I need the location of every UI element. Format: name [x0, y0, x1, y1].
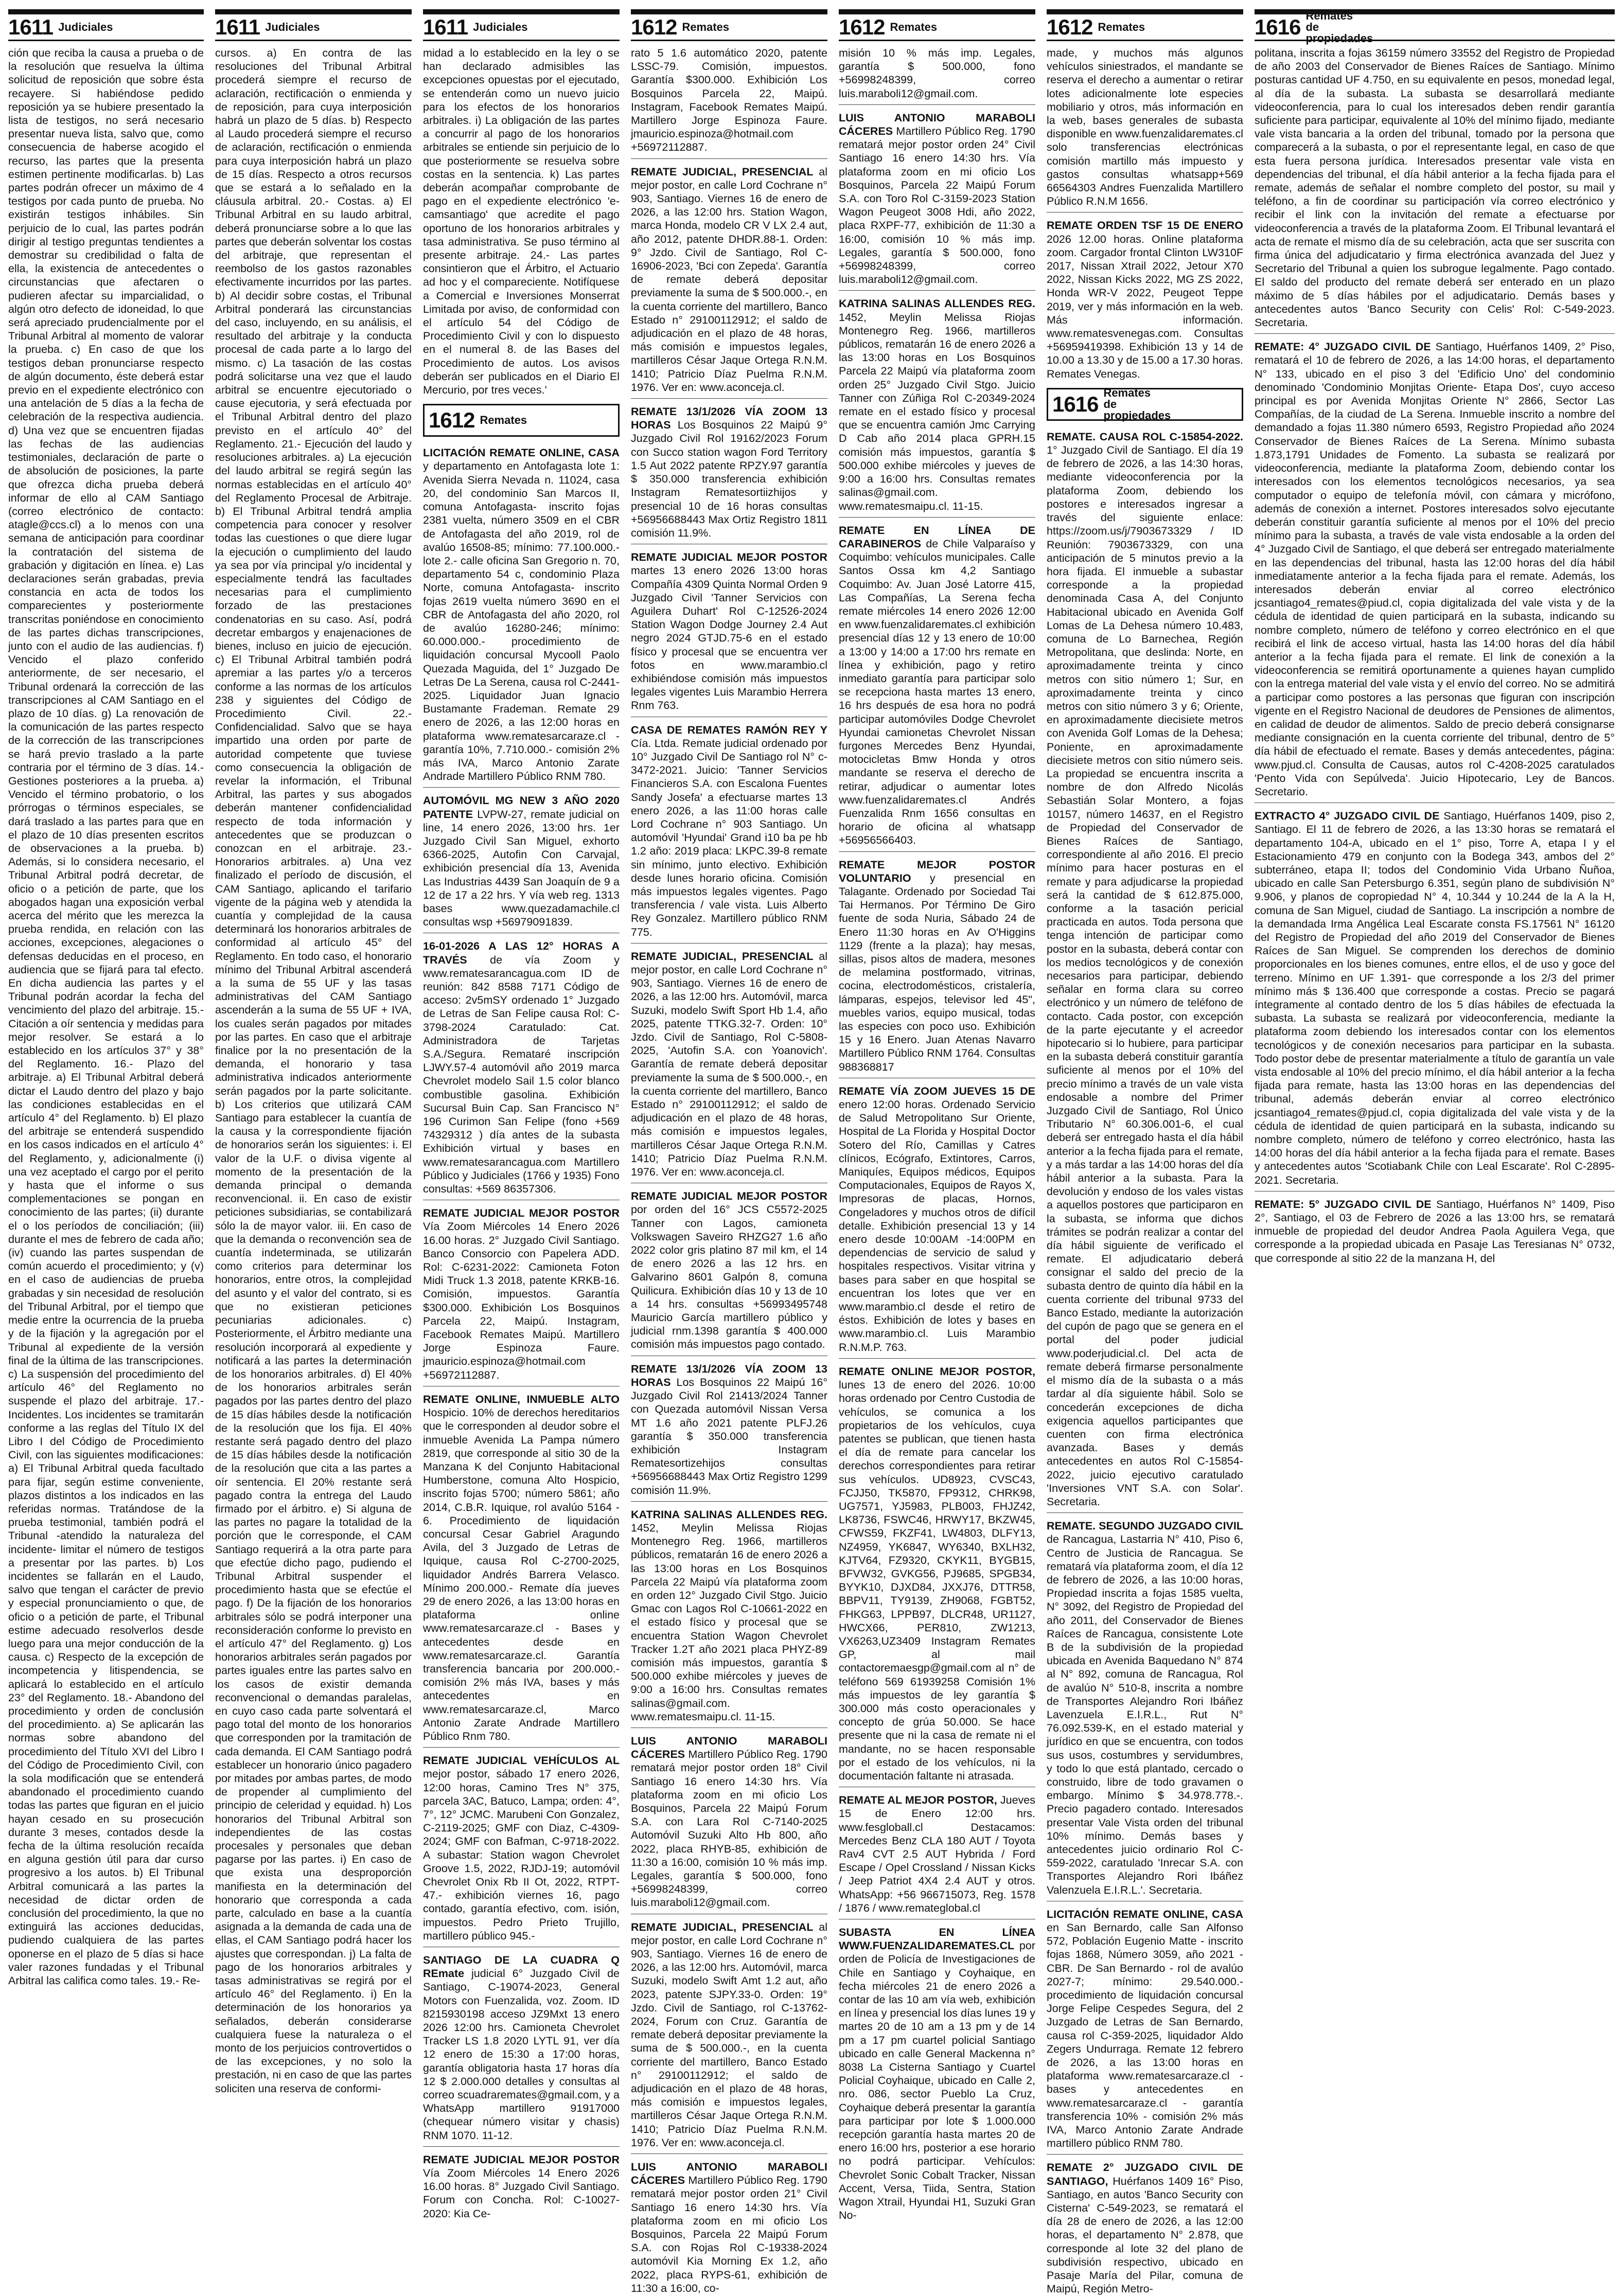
- ad-title: LUIS ANTONIO MARABOLI CÁCERES: [839, 111, 1035, 138]
- classified-ad: [631, 46, 827, 154]
- classified-ad: [1047, 1519, 1243, 1897]
- classified-ad: [423, 1953, 620, 2142]
- column-2: [215, 46, 412, 2095]
- ad-title: SUBASTA EN LÍNEA WWW.FUENZALIDAREMATES.CL: [839, 1926, 1035, 1952]
- ad-body: de vía Zoom y www.rematesarancagua.com ID de reunión: 842 8588 7171 Código de acceso: 2v5mSY ordenado 1° Juzgado de Letras de San Felipe causa Rol: C-3798-2024 Caratulado: Cat. Administradora de Tarjetas S.A./Segura. Remataré inscripción LJWY.57-4 automóvil año 2019 marca Chevrolet modelo Sail 1.5 color blanco combustible gasolina. Exhibición Sucursal Buin Cap. San Francisco N° 196 Curimon San Felipe (fono +569 74329312 ) día antes de la subasta Exhibición virtual y bases en www.rematesarancagua.com Martillero Público y Judiciales (1766 y 1935) Fono consultas: +569 86357306.: [423, 953, 620, 1196]
- ad-body: 2026 12.00 horas. Online plataforma zoom. Cargador frontal Clinton LW310F 2017, Nissan Xtrail 2022, Jetour X70 2022, Nissan Kicks 2022, MG ZS 2022, Honda WR-V 2022, Peugeot Teppe 2019, ver y más información en la web. Más información. www.rematesvenegas.com. Consultas +56959419398. Exhibición 13 y 14 de 10.00 a 13.30 y de 15.00 a 17.30 horas. Remates Venegas.: [1047, 233, 1243, 380]
- section-name: Remates: [890, 20, 938, 33]
- classified-ad: [631, 1508, 827, 1723]
- ad-divider: [839, 104, 1035, 105]
- column-header: [8, 9, 204, 41]
- ad-body: Los Bosquinos 22 Maipú 9° Juzgado Civil Rol 19162/2023 Forum con Succo station wagon Ford Territory 1.5 Aut 2022 patente RPZY.97 garantía $ 350.000 transferencia exhibición Instagram Rematesortiizhijos y presencial 10 de 16 horas consultas +56956688443 Max Ortiz Registro 1811 comisión 11.9%.: [631, 419, 827, 539]
- ad-title: REMATE 2° JUZGADO CIVIL DE SANTIAGO,: [1047, 2161, 1243, 2187]
- ad-title: REMATE: 5° JUZGADO CIVIL DE: [1255, 1198, 1432, 1211]
- ad-body: 1452, Meylin Melissa Riojas Montenegro Reg. 1966, martilleros públicos, rematarán 16 de enero 2026 a las 13:00 horas en Los Bosquinos Parcela 22 Maipú vía plataforma zoom en orden 12° Juzgado Civil Stgo. Juicio Gmac con Lagos Rol C-10661-2022 en el estado físico y procesal que se encuentra Station Wagon Chevrolet Tracker 1.2T año 2021 placa PHYZ-89 comisión más impuestos, garantía $ 500.000 exhibe miércoles y jueves de 9:00 a 16:00 hrs. Consultas remates salinas@gmail.com. www.rematesmaipu.cl. 11-15.: [631, 1521, 827, 1723]
- section-name: Remates: [682, 20, 730, 33]
- section-name: Remates: [480, 414, 527, 427]
- classified-ad: [1047, 2161, 1243, 2295]
- ad-body: Los Bosquinos 22 Maipú 16° Juzgado Civil Rol 21413/2024 Tanner con Quezada automóvil Nissan Versa MT 1.6 año 2021 patente PLFJ.26 garantía $ 350.000 transferencia exhibición Instagram Rematesortizehijos consultas +56956688443 Max Ortiz Registro 1299 comisión 11.9%.: [631, 1376, 827, 1497]
- ad-title: REMATE 13/1/2026 VÍA ZOOM 13 HORAS: [631, 405, 827, 432]
- ad-body: Santiago, Huérfanos 1409, 2° Piso, rematará el 10 de febrero de 2026, a las 14:00 horas, el departamento N° 133, ubicado en el piso 3 del 'Edificio Uno' del condominio denominado 'Condominio Monjitas Oriente- Etapa Dos', cuyo acceso principal es por Avenida Monjitas Oriente N° 2866, Sector Las Compañías, de la ciudad de La Serena. Inmueble inscrito a nombre del demandado a fojas 11.380 número 6593, Registro Propiedad año 2024 Conservador de Bienes Raíces de La Serena. Mínimo subasta 1.873,1791 Unidades de Fomento. La subasta se realizará por videoconferencia, mediante la plataforma Zoom, debiendo contar los interesados con los elementos tecnológicos necesarios, ya sea computador o equipo de telefonía móvil, con cámara y micrófono, además de conexión a internet. Postores interesados solvo ejecutante deberán constituir garantía suficiente al menos por el 10% del precio mínimo para la subasta, a través de vale vista endosable a la orden del 4° Juzgado Civil de Santiago, el que deberá ser entregado materialmente en las dependencias del tribunal, hasta las 12:00 horas del día hábil inmediatamente anterior a la fecha fijada para el remate. Además, los interesados deberán enviar al correo electrónico jcsantiago4_remates@piud.cl, copia digitalizada del vale vista y de la cédula de identidad de quien participará en la subasta, indicando su nombre completo, número de teléfono y correo electrónico en el que recibirá el link de acceso virtual, hasta las 14:00 horas del día hábil anterior a la fecha fijada para el remate. El link de conexión a la videoconferencia se remitirá oportunamente a quienes hayan cumplido con la entrega material del vale vista y el envío del correo. No se admitirá a participar como postores a las personas que figuran con inscripción vigente en el Registro Nacional de deudores de Pensiones de alimentos, en calidad de deudor de alimentos. Saldo de precio deberá consignarse mediante consignación en la cuenta corriente del tribunal, dentro de 5° día hábil de efectuado el remate. Bases y demás antecedentes, página: www.pjud.cl. Consulta de Causas, autos rol C-4208-2025 caratulados 'Pento Vida con Sepúlveda'. Juicio Hipotecario, Ley de Bancos. Secretario.: [1255, 341, 1615, 798]
- ad-body: de Rancagua, Lastarria N° 410, Piso 6, Centro de Justicia de Rancagua. Se rematará vía plataforma zoom, el día 12 de febrero de 2026, a las 10:00 horas, Propiedad inscrita a fojas 1585 vuelta, N° 3092, del Registro de Propiedad del año 2011, del Conservador de Bienes Raíces de Rancagua, consistente Lote B de la subdivisión de la propiedad ubicada en Avenida Baquedano N° 874 al N° 892, comuna de Rancagua, Rol de avalúo N° 510-8, inscrita a nombre de Transportes Alejandro Rori Ibáñez Lavenzuela E.I.R.L., Rut N° 76.092.539-K, en el estado material y jurídico en que se encuentra, con todos sus usos, costumbres y servidumbres, y todo lo que está plantado, cercado o construido, libre de todo gravamen o embargo. Mínimo $ 34.978.778.-. Precio pagadero contado. Interesados presentar Vale Vista orden del tribunal 10% mínimo. Demás bases y antecedentes juicio ordinario Rol C-559-2022, caratulado 'Inrecar S.A. con Transportes Alejandro Rori Ibáñez Valenzuela E.I.R.L.'. Secretaria.: [1047, 1533, 1243, 1896]
- ad-body: por orden del 16° JCS C5572-2025 Tanner con Lagos, camioneta Volkswagen Saveiro RHZG27 1.6 año 2022 color gris platino 87 mil km, el 14 de enero 2026 a las 12 hrs. en Galvarino 8601 Galpón 8, comuna Quilicura. Exhibición días 10 y 13 de 10 a 14 hrs. consultas +56993495748 Mauricio García martillero público y judicial rnm.1398 garantía $ 400.000 comisión más impuestos pago contado.: [631, 1203, 827, 1351]
- ad-body: al mejor postor, en calle Lord Cochrane n° 903, Santiago. Viernes 16 de enero de 2026, a las 12:00 hrs. Automóvil, marca Suzuki, modelo Swift Amt 1.2 aut, año 2023, patente SJPY.33-0. Orden: 19° Jzdo. Civil de Santiago, rol C-13762-2024, Forum con Cruz. Garantía de remate deberá depositar previamente la suma de $ 500.000.-, en la cuenta corriente del martillero, Banco Estado n° 29100112912; el saldo de adjudicación en el plazo de 48 horas, más comisión e impuestos legales, martilleros César Jaque Ortega R.N.M. 1410; Patricio Díaz Puelma R.N.M. 1976. Ver en: www.aconceja.cl.: [631, 1920, 827, 2149]
- column-header: [1047, 9, 1243, 41]
- ad-list: [1047, 46, 1243, 381]
- section-name: Judiciales: [473, 20, 528, 33]
- column-header: [839, 9, 1035, 41]
- ad-title: LUIS ANTONIO MARABOLI CÁCERES: [631, 1734, 827, 1761]
- ad-title: LICITACIÓN REMATE ONLINE, CASA: [423, 447, 620, 459]
- section-name: Remates: [1098, 20, 1145, 33]
- ad-title: REMATE ONLINE, INMUEBLE ALTO: [423, 1393, 620, 1405]
- section-number: 1611: [8, 14, 54, 39]
- ad-divider: [631, 158, 827, 159]
- section-name: Remates de propiedades: [1103, 386, 1171, 422]
- ad-title: KATRINA SALINAS ALLENDES REG.: [839, 297, 1035, 310]
- ad-title: REMATE JUDICIAL VEHÍCULOS AL: [423, 1754, 620, 1767]
- ad-title: REMATE EN LÍNEA DE CARABINEROS: [839, 524, 1035, 550]
- ad-title: REMATE 13/1/2026 VÍA ZOOM 13 HORAS: [631, 1362, 827, 1389]
- ad-divider: [1255, 333, 1615, 334]
- ad-body: al mejor postor, en calle Lord Cochrane n° 903, Santiago. Viernes 16 de enero de 2026, a las 12:00 hrs. Automóvil, marca Suzuki, modelo Swift Sport Hb 1.4, año 2025, patente TTKG.32-7. Orden: 10° Jzdo. Civil de Santiago, Rol C-5808-2025, 'Autofin S.A. con Yoanovich'. Garantía de remate deberá depositar previamente la suma de $ 500.000.-, en la cuenta corriente del martillero, Banco Estado n° 29100112912; el saldo de adjudicación en el plazo de 48 horas, más comisión e impuestos legales, martilleros César Jaque Ortega R.N.M. 1410; Patricio Díaz Puelma R.N.M. 1976. Ver en: www.aconceja.cl.: [631, 950, 827, 1179]
- classified-ad: [839, 1084, 1035, 1354]
- ad-body: politana, inscrita a fojas 36159 número 33552 del Registro de Propiedad de año 2003 del Conservador de Bienes Raíces de Santiago. Mínimo posturas cantidad UF 4.750, en su equivalente en pesos, monedad legal, al día de la subasta. La subasta se desarrollará mediante videoconferencia, para lo cual los interesados deben rendir garantía suficiente para participar, equivalente al 10% del mínimo fijado, mediante vale vista bancaria a la orden del tribunal, tomado por la persona que comparecerá a la subasta, o por el representante legal, en caso de que esta fuera persona jurídica. Interesados presentar vale vista en dependencias del tribunal, el día hábil anterior a la fecha fijada para el remate, además de señalar el nombre completo del postor, su mail y teléfono, a fin de coordinar su participación vía correo electrónico y recibir el link con la invitación del remate a efectuarse por videoconferencia a través de la plataforma Zoom. El Tribunal levantará el acta de remate el mismo día de su celebración, acta que ser suscrita con firma única del adjudicatario y firma electrónica avanzada del Juez y Secretario del Tribunal a quien los subrogue legalmente. Pago contado. El saldo del producto del remate deberá ser enterado en un plazo máximo de 5 días hábiles por el adjudicatario. Demás bases y antecedentes autos 'Banco Security con Celis' Rol: C-549-2023. Secretaria.: [1255, 47, 1615, 329]
- ad-list: [1255, 46, 1615, 1265]
- ad-body: Cía. Ltda. Remate judicial ordenado por 10° Juzgado Civil De Santiago rol N° c-3472-2021. Juicio: 'Tanner Servicios Financieros S.A. con Escalona Fuentes Sandy Josefa' a efectuarse martes 13 enero 2026, a las 11:00 horas calle Lord Cochrane n° 903 Santiago. Un automóvil 'Hyundai' Grand i10 ba pe hb 1.2 año: 2019 placa: LKPC.39-8 remate sin mínimo, junto electivo. Exhibición desde lunes horario oficina. Comisión más impuestos legales vigentes. Pago transferencia / vale vista. Luis Alberto Rey Gonzalez. Martillero público RNM 775.: [631, 737, 827, 938]
- ad-body: por orden de Policía de Investigaciones de Chile en Santiago y Coyhaique, en fecha miércoles 21 de enero 2026 a contar de las 10 am vía web, exhibición en línea y presencial los días lunes 19 y martes 20 de 10 am a 13 pm y de 14 pm a 17 pm cuartel policial Santiago ubicado en calle General Mackenna n° 8038 La Cisterna Santiago y Cuartel Policial Coyhaique, ubicado en Calle 2, nro. 086, sector Pueblo La Cruz, Coyhaique deberá presentar la garantía para participar por lote $ 1.000.000 recepción garantía hasta martes 20 de enero 16:00 hrs, posterior a ese horario no podrá participar. Vehículos: Chevrolet Sonic Cobalt Tracker, Nissan Accent, Versa, Tiida, Sentra, Station Wagon Xtrail, Hyundai H1, Suzuki Gran No-: [839, 1939, 1035, 2222]
- ad-title: REMATE. CAUSA ROL C-15854-2022.: [1047, 430, 1243, 443]
- legal-text: cursos. a) En contra de las resoluciones del Tribunal Arbitral procederá siempre el recurso de aclaración, rectificación o enmienda y de reposición, para cuya interposición habrá un plazo de 5 días. b) Respecto al Laudo procederá siempre el recurso de aclaración, rectificación o enmienda para cuya interposición habrá un plazo de 15 días. Respecto a otros recursos que se estará a lo señalado en la cláusula arbitral. 20.- Costas. a) El Tribunal Arbitral en su laudo arbitral, deberá pronunciarse sobre a lo que las partes que deberán solventar los costas del arbitraje, que representan el reembolso de los gastos razonables efectivamente incurridos por las partes. b) Al decidir sobre costas, el Tribunal Arbitral ponderará las circunstancias del caso, incluyendo, en su análisis, el resultado del arbitraje y la conducta procesal de cada parte a lo largo del mismo. c) La tasación de las costas podrá solicitarse una vez que el laudo arbitral se encuentre ejecutoriado o cause ejecutoria, y será efectuada por el Tribunal Arbitral dentro del plazo previsto en el artículo 40° del Reglamento. 21.- Ejecución del laudo y resoluciones arbitrales. a) La ejecución del laudo arbitral se regirá según las normas establecidas en el artículo 40° del Reglamento Procesal de Arbitraje. b) El Tribunal Arbitral tendrá amplia competencia para conocer y resolver todas las cuestiones o que diere lugar la ejecución o cumplimiento del laudo ya sea por vía principal y/o incidental y especialmente tendrá las facultades necesarias para el cumplimiento forzado de las prestaciones condenatorias en su caso. Así, podrá decretar embargos y enajenaciones de bienes, incluso en juicio de ejecución. c) El Tribunal Arbitral también podrá apremiar a las partes y/o a terceros conforme a las normas de los artículos 238 y siguientes del Código de Procedimiento Civil. 22.- Confidencialidad. Salvo que se haya impartido una orden por parte de autoridad competente que tuviese como consecuencia la obligación de revelar la información, el Tribunal Arbitral, las partes y sus abogados deberán mantener confidencialidad respecto de toda información y antecedentes que se produzcan o conozcan en el arbitraje. 23.- Honorarios arbitrales. a) Una vez finalizado el período de discusión, el CAM Santiago, aplicando el tarifario vigente de la página web y atendida la cuantía y complejidad de la causa determinará los honorarios arbitrales de conformidad al artículo 45° del Reglamento. En todo caso, el honorario mínimo del Tribunal Arbitral ascenderá a la suma de 55 UF y las tasas administrativas del CAM Santiago ascenderán a la suma de 55 UF + IVA, los cuales serán pagados por mitades por las partes. En caso que el arbitraje finalice por la no presentación de la demanda, el honorario y tasa administrativa indicados anteriormente serán pagados por la parte solicitante. b) Los criterios que utilizará CAM Santiago para establecer la cuantía de la causa y la correspondiente fijación de honorarios serán los siguientes: i. El valor de la U.F. o divisa vigente al momento de la presentación de la demanda principal o demanda reconvencional. ii. En caso de existir peticiones subsidiarias, se contabilizará sólo la de mayor valor. iii. En caso de que la demanda o reconvención sea de cuantía indeterminada, se utilizarán como criterios para determinar los honorarios, entre otros, la complejidad del asunto y el valor del contrato, si es que no existieran peticiones pecuniarias adicionales. c) Posteriormente, el Árbitro mediante una resolución incorporará al expediente y notificará a las partes la determinación de los honorarios arbitrales. d) El 40% de los honorarios arbitrales serán pagados por las partes dentro del plazo de 15 días hábiles desde la notificación de la resolución que los fija. El 40% restante será pagado dentro del plazo de 15 días hábiles desde la notificación de la resolución que cita a las partes a oír sentencia. El 20% restante será pagado contra la entrega del Laudo firmado por el árbitro. e) Si alguna de las partes no pagare la totalidad de la porción que le corresponde, el CAM Santiago requerirá a la otra parte para que efectúe dicho pago, pudiendo el Tribunal Arbitral suspender el procedimiento hasta que se efectúe el pago. f) De la fijación de los honorarios arbitrales sólo se podrá interponer una reconsideración conforme lo previsto en el artículo 47° del Reglamento. g) Los honorarios arbitrales serán pagados por partes iguales entre las partes salvo en los casos de existir demanda reconvencional o demandas paralelas, en cuyo caso cada parte solventará el pago total del monto de los honorarios que corresponden por la tramitación de cada demanda. El CAM Santiago podrá establecer un honorario único pagadero por mitades por ambas partes, de modo de propender al cumplimiento del principio de celeridad y equidad. h) Los honorarios del Tribunal Arbitral son independientes de las costas procesales y personales que deban pagarse por las partes. i) En caso de que exista una desproporción manifiesta en la determinación del honorario que corresponda a cada parte, calculado en base a la cuantía asignada a la demanda de cada una de ellas, el CAM Santiago podrá hacer los ajustes que correspondan. j) La falta de pago de los honorarios arbitrales y tasas administrativas se regirá por el artículo 46° del Reglamento. i) En la determinación de los honorarios ya señalados, deberán considerarse cualquiera fuese la naturaleza o el monto de los perjuicios controvertidos o de las excepciones, y no solo la prestación, ni en caso de que las partes soliciten una reserva de conformi-: [215, 47, 412, 2095]
- ad-body: judicial 6° Juzgado Civil de Santiago, C-19074-2023, General Motors con Fuenzalida, voz. Zoom. ID 8215930198 acceso JZ9Mxt 13 enero 2026 12:00 hrs. Camioneta Chevrolet Tracker LS 1.8 2020 LYTL 91, ver día 12 enero de 15:30 a 17:00 horas, garantía obligatoria hasta 17 horas día 12 $ 2.000.000 detalles y consultas al correo scuadraremates@gmail.com, y a WhatsApp martillero 91917000 (chequear número visitar y chasis) RNM 1070. 11-12.: [423, 1967, 620, 2142]
- classified-ad: [1255, 809, 1615, 1187]
- section-number: 1616: [1255, 14, 1301, 39]
- columns: [0, 46, 1624, 2295]
- classified-ad: [631, 1362, 827, 1497]
- classified-ad: [423, 1754, 620, 1943]
- classified-ad: [839, 524, 1035, 847]
- section-number: 1616: [1052, 391, 1099, 416]
- classified-ad: [631, 405, 827, 540]
- section-box: [423, 404, 620, 437]
- ad-divider: [423, 2146, 620, 2147]
- column-5: [839, 46, 1036, 2222]
- classified-ad: [1047, 219, 1243, 380]
- ad-body: al mejor postor, en calle Lord Cochrane n° 903, Santiago. Viernes 16 de enero de 2026, a las 12:00 hrs. Station Wagon, marca Honda, modelo CR V LX 2.4 aut, año 2012, patente DHDR.88-1. Orden: 9° Jzdo. Civil de Santiago, Rol C-16906-2023, 'Bci con Zepeda'. Garantía de remate deberá depositar previamente la suma de $ 500.000.-, en la cuenta corriente del martillero, Banco Estado n° 29100112912; el saldo de adjudicación en el plazo de 48 horas, más comisión e impuestos legales, martilleros César Jaque Ortega R.N.M. 1410; Patricio Díaz Puelma R.N.M. 1976. Ver en: www.aconceja.cl.: [631, 165, 827, 394]
- column-7: [1255, 46, 1615, 1775]
- column-1: [8, 46, 204, 1987]
- classified-ad: [839, 1365, 1035, 1783]
- classified-ad: [631, 1920, 827, 2149]
- column-4: [631, 46, 827, 2294]
- ad-body: martes 13 enero 2026 13:00 horas Compañía 4309 Quinta Normal Orden 9 Juzgado Civil 'Tanner Servicios con Aguilera Duhart' Rol C-12526-2024 Station Wagon Dodge Journey 2.4 Aut negro 2024 GTJD.75-6 en el estado físico y procesal que se encuentra ver fotos en www.marambio.cl exhibiéndose comisión más impuestos legales vigentes Luis Marambio Herrera Rnm 763.: [631, 564, 827, 712]
- classified-ad: [839, 858, 1035, 1074]
- classified-ad: [423, 446, 620, 783]
- ad-body: Huérfanos 1409 16° Piso, Santiago, en autos 'Banco Security con Cisterna' C-549-2023, se rematará el día 28 de enero de 2026, a las 12:00 horas, el departamento N° 2.878, que corresponde al lote 32 del plano de subdivisión respectivo, ubicado en Pasaje María del Pilar, comuna de Maipú, Región Metro-: [1047, 2175, 1243, 2295]
- page-header: [0, 0, 1624, 43]
- ad-title: REMATE. SEGUNDO JUZGADO CIVIL: [1047, 1520, 1243, 1533]
- ad-body: Hospicio. 10% de derechos hereditarios que le corresponden al deudor sobre el inmueble Avenida La Pampa número 2819, que corresponde al sitio 30 de la Manzana K del Conjunto Habitacional Humberstone, comuna Alto Hospicio, inscrito fojas 5700; número 5861; año 2014, C.B.R. Iquique, rol avalúo 5164 - 6. Procedimiento de liquidación concursal Cesar Gabriel Aragundo Avila, del 3 Juzgado de Letras de Iquique, causa Rol C-2700-2025, liquidador Andrés Barrera Velasco. Mínimo 200.000.- Remate día jueves 29 de enero 2026, a las 13:00 horas en plataforma online www.rematesarcaraze.cl - Bases y antecedentes desde en www.rematesarcaraze.cl. Garantía transferencia bancaria por 200.000.- comisión 2% más IVA, bases y más antecedentes en www.rematesarcaraze.cl, Marco Antonio Zarate Andrade Martillero Público Rnm 780.: [423, 1407, 620, 1742]
- classified-ad: [1255, 1198, 1615, 1265]
- ad-body: y presencial en Talagante. Ordenado por Sociedad Tai Tai Hermanos. Por Término De Giro fuente de soda Nuria, Sábado 24 de Enero 11:30 horas en Av O'Higgins 1129 (frente a la plaza); hay mesas, sillas, pisos altos de madera, mesones de melamina postformado, vitrinas, cocina, electrodomésticos, cristalería, lámparas, espejos, televisor led 45", muebles varios, equipo musical, todas las especies con poco uso. Exhibición 15 y 16 Enero. Juan Atenas Navarro Martillero Público RNM 1764. Consultas 988368817: [839, 871, 1035, 1073]
- ad-title: REMATE JUDICIAL, PRESENCIAL: [631, 950, 814, 963]
- ad-divider: [1047, 1512, 1243, 1513]
- section-number: 1612: [631, 14, 677, 39]
- ad-body: misión 10 % más imp. Legales, garantía $ 500.000, fono +56998248399, correo luis.maraboli12@gmail.com.: [839, 47, 1035, 100]
- ad-title: REMATE JUDICIAL MEJOR POSTOR: [631, 1190, 827, 1203]
- ad-divider: [631, 2153, 827, 2154]
- classified-ad: [631, 1189, 827, 1351]
- ad-divider: [839, 851, 1035, 852]
- section-number: 1611: [423, 14, 468, 39]
- ad-title: REMATE JUDICIAL, PRESENCIAL: [631, 1920, 814, 1933]
- classified-ad: [423, 1206, 620, 1382]
- ad-body: LVPW-27, remate judicial on line, 14 enero 2026, 13:00 hrs. 1er Juzgado Civil San Miguel, exhorto 6366-2025, Autofin Con Carvajal, exhibición presencial día 13, Avenida Las Industrias 4439 San Joaquín de 9 a 12 de 17 a 22 hrs. Y vía web reg. 1313 bases www.quezadamachile.cl consultas wsp +56979091839.: [423, 808, 620, 929]
- ad-title: REMATE VÍA ZOOM JUEVES 15 DE: [839, 1084, 1035, 1097]
- ad-title: REMATE JUDICIAL, PRESENCIAL: [631, 165, 814, 178]
- classified-ad: [1255, 46, 1615, 329]
- classified-ad: [423, 794, 620, 929]
- classified-ad: [631, 950, 827, 1179]
- classified-ad: [423, 1393, 620, 1743]
- ad-list: [1047, 430, 1243, 2296]
- ad-divider: [839, 517, 1035, 518]
- section-name: Judiciales: [58, 20, 113, 33]
- ad-list: [839, 46, 1035, 2222]
- column-header: [423, 9, 620, 41]
- ad-body: Vía Zoom Miércoles 14 Enero 2026 16.00 horas. 2° Juzgado Civil Santiago. Banco Consorcio con Papelera ADD. Rol: C-6231-2022: Camioneta Foton Midi Truck 1.3 2018, patente KRKB-16. Comisión, impuestos. Garantía $300.000. Exhibición Los Bosquinos Parcela 22, Maipú. Instagram, Facebook Remates Maipú. Martillero Jorge Espinoza Faure. jmauricio.espinoza@hotmail.com +56972112887.: [423, 1220, 620, 1381]
- column-header: [215, 9, 412, 41]
- ad-body: Martillero Público Reg. 1790 rematará mejor postor orden 18° Civil Santiago 16 enero 14:30 hrs. Vía plataforma zoom en mi oficio Los Bosquinos, Parcela 22 Maipú Forum S.A. con Lara Rol C-7140-2025 Automóvil Suzuki Alto Hb 800, año 2022, placa RHYB-85, exhibición de 11:30 a 16:00, comisión 10 % más imp. Legales, garantía $ 500.000, fono +56998248399, correo luis.maraboli12@gmail.com.: [631, 1748, 827, 1909]
- ad-body: Santiago, Huérfanos N° 1409, Piso 2°, Santiago, el 03 de Febrero de 2026 a las 13:00 hrs, se rematará inmueble de propiedad del deudor Andrea Paola Aguilera Vega, que corresponde a la propiedad ubicada en Pasaje Las Teresianas N° 0732, que corresponde al sitio 22 de la manzana H, del: [1255, 1198, 1615, 1265]
- classified-ad: [839, 1793, 1035, 1915]
- classified-ad: [1047, 46, 1243, 208]
- ad-body: de Chile Valparaíso y Coquimbo: vehículos municipales. Calle Santos Ossa km 4,2 Santiago Coquimbo: Av. Juan José Latorre 415, Las Compañías, La Serena fecha remate miércoles 14 enero 2026 12:00 en www.fuenzalidaremates.cl exhibición presencial días 12 y 13 enero de 10:00 a 13:00 y 14:00 a 17:00 hrs remate en línea y exhibición, pago y retiro inmediato garantía para participar solo se recepciona hasta martes 13 enero, 16 hrs después de esa hora no podrá participar automóviles Dodge Chevrolet Hyundai camionetas Chevrolet Nissan furgones Mercedes Benz Hyundai, motocicletas Bmw Honda y otros mandante se reserva el derecho de retirar, adjudicar o aumentar lotes www.fuenzalidaremates.cl Andrés Fuenzalida Rnm 1656 consultas en horario de oficina al whatsapp +56956566403.: [839, 537, 1035, 847]
- ad-title: REMATE: 4° JUZGADO CIVIL DE: [1255, 341, 1431, 353]
- classified-ad: [839, 46, 1035, 100]
- legal-text: midad a lo establecido en la ley o se han declarado admisibles las excepciones opuestas por el ejecutado, se entenderán como un nuevo juicio para los efectos de los honorarios arbitrales. i) La obligación de las partes a concurrir al pago de los honorarios arbitrales se entiende sin perjuicio de lo que posteriormente se resuelva sobre costas en la sentencia. k) Las partes deberán acompañar comprobante de pago en el expediente electrónico 'e-camsantiago' que acredite el pago oportuno de los honorarios arbitrales y tasa administrativa. Se puso término al presente arbitraje. 24.- Las partes consintieron que el Árbitro, el Actuario ad hoc y el compareciente. Notifíquese a Comercial e Inversiones Monserrat Limitada por aviso, de conformidad con el artículo 54 del Código de Procedimiento Civil y con lo dispuesto en el numeral 8. de las Bases del Procedimiento de autos. Los avisos deberán ser publicados en el Diario El Mercurio, por tres veces.': [423, 47, 620, 397]
- ad-title: LICITACIÓN REMATE ONLINE, CASA: [1047, 1908, 1243, 1920]
- classified-ad: [839, 1926, 1035, 2222]
- classified-ad: [423, 939, 620, 1196]
- ad-title: EXTRACTO 4° JUZGADO CIVIL DE: [1255, 810, 1440, 823]
- ad-body: en San Bernardo, calle San Alfonso 572, Población Eugenio Matte - inscrito fojas 1868, Número 3059, año 2021 - CBR. De San Bernardo - rol de avalúo 2027-7; mínimo: 29.540.000.- procedimiento de liquidación concursal Jorge Felipe Cespedes Segura, del 2 Juzgado de Letras de San Bernardo, causa rol C-359-2025, liquidador Aldo Zegers Undurraga. Remate 12 febrero de 2026, a las 13:00 horas en plataforma www.rematesarcaraze.cl - bases y antecedentes en www.rematesarcaraze.cl - garantía transferencia 10% - comisión 2% más IVA, Marco Antonio Zarate Andrade martillero público RNM 780.: [1047, 1921, 1243, 2150]
- section-box: [1047, 388, 1243, 421]
- ad-body: Vía Zoom Miércoles 14 Enero 2026 16.00 horas. 8° Juzgado Civil Santiago. Forum con Concha. Rol: C-10027-2020: Kia Ce-: [423, 2167, 620, 2220]
- ad-divider: [839, 290, 1035, 291]
- ad-divider: [423, 787, 620, 788]
- ad-list: [423, 446, 620, 2220]
- ad-title: REMATE MEJOR POSTOR VOLUNTARIO: [839, 858, 1035, 884]
- ad-body: mejor postor, sábado 17 enero 2026, 12:00 horas, Camino Tres N° 375, parcela 3AC, Batuco, Lampa; orden: 4°, 7°, 12° JCMC. Marubeni Con Gonzalez, C-2119-2025; GMF con Diaz, C-4309-2024; GMF con Bafman, C-9718-2022. A subastar: Station wagon Chevrolet Groove 1.5, 2022, RJDJ-19; automóvil Chevrolet Onix Rb II Ot, 2022, RTPT-47.- exhibición viernes 16, pago contado, garantía efectivo, com. isión, impuestos. Pedro Prieto Trujillo, martillero público 945.-: [423, 1768, 620, 1942]
- ad-divider: [631, 1501, 827, 1502]
- ad-title: AUTOMÓVIL MG NEW 3 AÑO 2020 PATENTE: [423, 794, 620, 821]
- section-number: 1611: [215, 14, 260, 39]
- ad-body: Martillero Público Reg. 1790 rematará mejor postor orden 24° Civil Santiago 16 enero 14:30 hrs. Vía plataforma zoom en mi oficio Los Bosquinos, Parcela 22 Maipú Forum S.A. con Toro Rol C-3159-2023 Station Wagon Peugeot 3008 Hdi, año 2022, placa RXPF-77, exhibición de 11:30 a 16:00, comisión 10 % más imp. Legales, garantía $ 500.000, fono +56998248399, correo luis.maraboli12@gmail.com.: [839, 125, 1035, 286]
- classified-ad: [631, 723, 827, 939]
- classified-ad: [839, 297, 1035, 512]
- ad-title: SANTIAGO DE LA CUADRA Q REmate: [423, 1954, 620, 1980]
- ad-body: lunes 13 de enero del 2026. 10:00 horas ordenado por Centro Custodia de vehículos, se comunica a los propietarios de los vehículos, cuya patentes se publican, que tienen hasta el día de remate para cancelar los derechos correspondientes para retirar sus vehículos. UD8923, CVSC43, FCJJ50, TK5870, FP9312, CHRK98, UG7571, YJ5983, PLB003, FHJZ42, LK8736, FSWC46, HRWY17, BKZW45, CFWS59, FKZF41, LW4803, DLFY13, NZ4959, YK6847, WY6340, BXLH32, KJTV64, FZ9320, CKYK11, BYGB15, BFVW32, GVKG56, PJ9685, SPGB34, BYYK10, DJXD84, JXXJ76, DTTR58, BBPV11, TY9139, ZH9068, FGBT52, FHKG63, LPPB97, DLCR48, UR1127, HWCX66, PER810, ZW1213, VX6263,UZ3409 Instagram Remates GP, al mail contactoremaesgp@gmail.com al n° de teléfono 569 61939258 Comisión 1% más impuestos de ley garantía $ 300.000 más costo operacionales y concepto de grúa 50.000. Se hace presente que ni la casa de remate ni el mandante, no se hacen responsable por el estado de los vehículos, ni la documentación faltante ni atrasada.: [839, 1379, 1035, 1782]
- classified-ad: [423, 2153, 620, 2220]
- section-number: 1612: [839, 14, 885, 39]
- section-number: 1612: [1047, 14, 1093, 39]
- ad-title: 16-01-2026 A LAS 12° HORAS A TRAVÉS: [423, 940, 620, 966]
- ad-body: Jueves 15 de Enero 12:00 hrs. www.fesgloball.cl Destacamos: Mercedes Benz CLA 180 AUT / Toyota Rav4 CVT 2.5 AUT Hybrida / Ford Escape / Opel Crossland / Nissan Kicks / Jeep Patriot 4X4 2.4 AUT y otros. WhatsApp: +56 966715073, Reg. 1578 / 1876 / www.remateglobal.cl: [839, 1794, 1036, 1914]
- column-6: [1047, 46, 1243, 2295]
- ad-divider: [631, 398, 827, 399]
- classified-ad: [1047, 1908, 1243, 2150]
- section-number: 1612: [429, 408, 475, 433]
- column-3: [423, 46, 620, 2220]
- ad-list: [631, 46, 827, 2295]
- column-header: [631, 9, 827, 41]
- section-name: Judiciales: [265, 20, 320, 33]
- ad-body: y departamento en Antofagasta lote 1: Avenida Sierra Nevada n. 11024, casa 20, del condominio San Marcos II, comuna Antofagasta- inscrito fojas 2381 vuelta, número 3509 en el CBR de Antofagasta del año 2019, rol de avalúo 16508-85; mínimo: 77.100.000.- lote 2.- calle oficina San Gregorio n. 70, departamento 54 c, condominio Plaza Norte, comuna Antofagasta- inscrito fojas 2619 vuelta número 3690 en el CBR de Antofagasta del año 2020, rol de avalúo 16280-246; mínimo: 60.000.000.- procedimiento de liquidación concursal Mycooll Paolo Quezada Maguida, del 1° Juzgado De Letras De La Serena, causa rol C-2441-2025. Liquidador Juan Ignacio Bustamante Frademan. Remate 29 enero de 2026, a las 12:00 horas en plataforma www.rematesarcaraze.cl - garantía 10%, 7.710.000.- comisión 2% más IVA, Marco Antonio Zarate Andrade Martillero Público RNM 780.: [423, 460, 620, 783]
- classified-ad: [631, 2160, 827, 2295]
- legal-text: ción que reciba la causa a prueba o de la resolución que resuelva la última solicitud de reposición que sobre ésta recayere. Si habiéndose pedido reposición ya se hubiere presentado la lista de testigos, no será necesario presentar nueva lista, salvo que, como consecuencia de haberse acogido el recurso, las partes que la presenta estimen pertinente modificarlas. b) Las partes podrán ofrecer un máximo de 4 testigos por cada punto de prueba. No existirán testigos inhábiles. Sin perjuicio de lo cual, las partes podrán dirigir al testigo preguntas tendientes a demostrar su credibilidad o falta de ella, la existencia de antecedentes o circunstancias que afectaren o pudieren afectar su imparcialidad, o algún otro defecto de idoneidad, lo que será apreciado prudencialmente por el Tribunal Arbitral al momento de valorar la prueba. c) En caso de que los testigos deban pronunciarse respecto de algún documento, éste deberá estar previo en el expediente electrónico con una antelación de 5 días a la fecha de celebración de la respectiva audiencia. d) Una vez que se encuentren fijadas las fechas de las audiencias testimoniales, declaración de parte o de absolución de posiciones, la parte que ofrezca dicha prueba deberá informar de ello al CAM Santiago (correo electrónico de contacto: atagle@ccs.cl) a lo menos con una semana de anticipación para coordinar la contratación del sistema de grabación y digitación en línea. e) Las declaraciones serán grabadas, previa constancia en acta de todos los comparecientes y posteriormente transcritas poniéndose en conocimiento de las partes dichas transcripciones, junto con el audio de las audiencias. f) Vencido el plazo conferido anteriormente, de ser necesario, el Tribunal ordenará la corrección de las transcripciones al CAM Santiago en el plazo de 10 días. g) La renovación de la comunicación de las partes respecto de la corrección de las transcripciones se hará previo traslado a la parte contraria por el término de 3 días. 14.- Gestiones posteriores a la prueba. a) Vencido el término probatorio, o los prórrogas o términos especiales, se dará traslado a las partes para que en el plazo de 10 días presenten escritos de observaciones a la prueba. b) Además, si lo considera necesario, el Tribunal Arbitral podrá decretar, de oficio o a petición de parte, que los abogados hagan una exposición verbal acerca del mérito que les merezca la prueba rendida, en relación con las acciones, excepciones, alegaciones o defensas deducidas en el proceso, en audiencia que se fijará para tal efecto. En dicha audiencia las partes y el Tribunal podrán acordar la fecha del vencimiento del plazo del arbitraje. 15.- Citación a oír sentencia y medidas para mejor resolver. Se estará a lo establecido en los artículos 37° y 38° del Reglamento. 16.- Plazo del arbitraje. a) El Tribunal Arbitral deberá dictar el Laudo dentro del plazo y bajo las condiciones establecidas en el artículo 4° del Reglamento. b) El plazo del arbitraje se entenderá suspendido en los casos indicados en el artículo 4° del Reglamento, y, adicionalmente (i) una vez aceptado el cargo por el perito y hasta que el informe o sus complementaciones se pongan en conocimiento de las partes; (ii) durante el o los períodos de conciliación; (iii) durante el mes de febrero de cada año; (iv) cuando las partes suspendan de común acuerdo el procedimiento; y (v) en el caso de audiencias de prueba grabadas y sin necesidad de resolución del Tribunal Arbitral, por el tiempo que medie entre la ocurrencia de la prueba y de la fijación y la agregación por el Tribunal al expediente de la versión final de la última de las transcripciones. c) La suspensión del procedimiento del artículo 46° del Reglamento no suspende el plazo del arbitraje. 17.- Incidentes. Los incidentes se tramitarán conforme a las reglas del Título IX del Libro I del Código de Procedimiento Civil, con las siguientes modificaciones: a) El Tribunal Arbitral queda facultado para fijar, según estime conveniente, plazos distintos a los indicados en las referidas normas. Tratándose de la prueba testimonial, también podrá el Tribunal -atendido la naturaleza del incidente- limitar el número de testigos a presentar por las partes. b) Los incidentes se fallarán en el Laudo, salvo que tengan el carácter de previo y especial pronunciamiento o que, de oficio o a petición de parte, el Tribunal estime adecuado resolverlos desde luego para una mejor conducción de la causa. c) Respecto de la excepción de incompetencia y litispendencia, se aplicará lo establecido en el artículo 23° del Reglamento. 18.- Abandono del procedimiento y orden de conclusión del procedimiento. a) Se aplicarán las normas sobre abandono del procedimiento del Título XVI del Libro I del Código de Procedimiento Civil, con la sola modificación que se entenderá abandonado el procedimiento cuando todas las partes que figuran en el juicio hayan cesado en su prosecución durante 3 meses, contados desde la fecha de la última resolución recaída en alguna gestión útil para dar curso progresivo a los autos. b) El Tribunal Arbitral comunicará a las partes la necesidad de dictar orden de conclusión del procedimiento, la que no extinguirá las acciones deducidas, pudiendo cualquiera de las partes oponerse en el plazo de 5 días si hace valer razones fundadas y el Tribunal Arbitral las califica como tales. 19.- Re-: [8, 47, 204, 1987]
- ad-title: LUIS ANTONIO MARABOLI CÁCERES: [631, 2161, 827, 2187]
- ad-title: REMATE ORDEN TSF 15 DE ENERO: [1047, 219, 1243, 232]
- ad-title: CASA DE REMATES RAMÓN REY Y: [631, 723, 827, 736]
- ad-body: enero 12:00 horas. Ordenado Servicio de Salud Metropolitano Sur Oriente, Hospital de La Florida y Hospital Doctor Sotero del Río, Camillas y Catres clínicos, Ecógrafo, Extintores, Carros, Maniquíes, Equipos médicos, Equipos Computacionales, Equipos de Rayos X, Impresoras de placas, Hornos, Congeladores y muchos otros de difícil detalle. Exhibición presencial 13 y 14 enero desde 10:00AM -14:00PM en dependencias de servicio de salud y hospitales respectivos. Visitar vitrina y bases para saber en que hospital se encuentran los lotes que ver en www.marambio.cl desde el retiro de éstos. Exhibición de lotes y bases en www.marambio.cl. Luis Marambio R.N.M.P. 763.: [839, 1098, 1035, 1354]
- ad-title: KATRINA SALINAS ALLENDES REG.: [631, 1508, 827, 1521]
- ad-body: Martillero Público Reg. 1790 rematará mejor postor orden 21° Civil Santiago 16 enero 14:30 hrs. Vía plataforma zoom en mi oficio Los Bosquinos, Parcela 22 Maipú Forum S.A. con Rojas Rol C-19338-2024 automóvil Kia Morning Ex 1.2, año 2022, placa RYPS-61, exhibición de 11:30 a 16:00, co-: [631, 2174, 827, 2294]
- classified-ad: [839, 111, 1035, 287]
- ad-title: REMATE JUDICIAL MEJOR POSTOR: [631, 551, 827, 564]
- ad-title: REMATE JUDICIAL MEJOR POSTOR: [423, 2153, 620, 2166]
- ad-body: rato 5 1.6 automático 2020, patente LSSC-79. Comisión, impuestos. Garantía $300.000. Exhibición Los Bosquinos Parcela 22, Maipú. Instagram, Facebook Remates Maipú. Martillero Jorge Espinoza Faure. jmauricio.espinoza@hotmail.com +56972112887.: [631, 47, 827, 154]
- ad-body: 1° Juzgado Civil de Santiago. El día 19 de febrero de 2026, a las 14:30 horas, mediante videoconferencia por la plataforma Zoom, debiendo los postores e interesados ingresar a través del siguiente enlace: https://zoom.us/j/7903673329 / ID Reunión: 7903673329, con una anticipación de 5 minutos previo a la hora fijada. El inmueble a subastar corresponde a la propiedad denominada Casa A, del Conjunto Habitacional ubicado en Avenida Golf Lomas de La Dehesa número 10.483, comuna de Lo Barnechea, Región Metropolitana, que deslinda: Norte, en aproximadamente treinta y cinco metros con sitio número 1; Sur, en aproximadamente treinta y cinco metros con sitio número 3 y 6; Oriente, en aproximadamente diecisiete metros con Avenida Golf Lomas de la Dehesa; Poniente, en aproximadamente diecisiete metros con sitio número seis. La propiedad se encuentra inscrita a nombre de don Alfredo Nicolás Sebastián Solar Montero, a fojas 10157, número 14637, en el Registro de Propiedad del Conservador de Bienes Raíces de Santiago, correspondiente al año 2016. El precio mínimo para hacer posturas en el remate y para adjudicarse la propiedad será la cantidad de $ 612.875.000, conforme a la tasación pericial practicada en autos. Toda persona que tenga intención de participar como postor en la subasta, deberá contar con los medios tecnológicos y de conexión necesarios para participar, debiendo señalar en forma clara su correo electrónico y un número de teléfono de contacto. Cada postor, con excepción de la parte ejecutante y el acreedor hipotecario si lo hubiere, para participar en la subasta deberá constituir garantía suficiente al menos por el 10% del precio mínimo a través de un vale vista endosable a nombre del Primer Juzgado Civil de Santiago, Rol Único Tributario N° 60.306.001-6, el cual deberá ser entregado hasta el día hábil anterior a la fecha fijada para el remate, y a más tardar a las 14:00 horas del día hábil anterior a la subasta. Para la devolución y endoso de los vales vistas a aquellos postores que participaron en la subasta, se informa que dichos trámites se podrán realizar a contar del día hábil siguiente de verificado el remate. El adjudicatario deberá consignar el saldo del precio de la subasta dentro de quinto día hábil en la cuenta corriente del tribunal 9733 del Banco Estado, mediante la autorización del cupón de pago que se genera en el portal del poder judicial www.poderjudicial.cl. Del acta de remate deberá firmarse personalmente el mismo día de la subasta o a más tardar al día siguiente hábil. Solo se concederán excepciones de dicha exigencia aquellos participantes que cuenten con firma electrónica avanzada. Bases y demás antecedentes en autos Rol C-15854-2022, juicio ejecutivo caratulado 'Inversiones VNT S.A. con Solar'. Secretaria.: [1047, 444, 1243, 1508]
- ad-title: REMATE AL MEJOR POSTOR,: [839, 1794, 997, 1807]
- column-header: [1255, 9, 1615, 45]
- ad-title: REMATE ONLINE MEJOR POSTOR,: [839, 1365, 1035, 1378]
- ad-divider: [423, 1747, 620, 1748]
- ad-divider: [631, 943, 827, 944]
- ad-title: REMATE JUDICIAL MEJOR POSTOR: [423, 1207, 620, 1220]
- ad-body: Santiago, Huérfanos 1409, piso 2, Santiago. El 11 de febrero de 2026, a las 13:30 horas se rematará el departamento 104-A, ubicado en el 1° piso, Torre A, etapa I y el Estacionamiento 479 en conjunto con la Bodega 343, ambos del 2° subterráneo, etapa II; todos del Condominio Vida Urbano Ñuñoa, ubicado en calle San Petersburgo 6.351, según plano de subdivisión N° 9.906, y planos de copropiedad N° 4, 10.344 y 10.244 de la A la H, comuna de San Miguel, ciudad de Santiago. La inscripción a nombre de la demandada Irma Angélica Leal Escarate consta FS.17561 N° 16120 del Registro de Propiedad del año 2019 del Conservador de Bienes Raíces de San Miguel. Se comprenden los derechos de dominio proporcionales en los bienes comunes, entre ellos, el de uso y goce del terreno. Mínimo en UF 1.391- que corresponde a los 2/3 del primer mínimo más $ 136.400 que corresponde a costas. Precio se pagará íntegramente al contado dentro de los 5 días hábiles de efectuada la subasta. La subasta se realizará por videoconferencia, mediante la plataforma zoom debiendo los interesados contar con los elementos tecnológicos y de conexión necesarios para participar en la subasta. Todo postor debe de presentar materialmente a título de garantía un vale vista endosable al 10% del precio mínimo, el día hábil anterior a la fecha fijada para remate, hasta las 13:00 horas en las dependencias del tribunal, además deberán enviar al correo electrónico jcsantiago4_remates@pjud.cl, copia digitalizada del vale vista y de la cédula de identidad de quien participará en la subasta, indicando su nombre completo, número de teléfono y correo electrónico, hasta las 14:00 horas del día hábil anterior a la fecha fijada para el remate. Bases y antecedentes autos 'Scotiabank Chile con Leal Escarate'. Rol C-2895-2021. Secretaria.: [1255, 810, 1615, 1186]
- classified-ad: [631, 1734, 827, 1910]
- classified-ad: [631, 550, 827, 712]
- classified-ad: [1255, 340, 1615, 798]
- section-name: Remates de propiedades: [1305, 9, 1373, 45]
- classified-ad: [1047, 430, 1243, 1508]
- ad-divider: [1047, 2154, 1243, 2155]
- ad-body: made, y muchos más algunos vehículos siniestrados, el mandante se reserva el derecho a aumentar o retirar lotes adicionalmente lote especies mobiliario y otros, más información en la web, bases generales de subasta disponible en www.fuenzalidaremates.cl solo transferencias electrónicas comisión martillo más impuesto y gastos consultas whatsapp+569 66564303 Andres Fuenzalida Martillero Público R.N.M 1656.: [1047, 47, 1243, 208]
- ad-divider: [839, 1358, 1035, 1359]
- ad-body: 1452, Meylin Melissa Riojas Montenegro Reg. 1966, martilleros públicos, rematarán 16 de enero 2026 a las 13:00 horas en Los Bosquinos Parcela 22 Maipú vía plataforma zoom orden 25° Juzgado Civil Stgo. Juicio Tanner con Zúñiga Rol C-20349-2024 remate en el estado físico y procesal que se encuentra camión Jmc Carrying D Cab año 2014 placa GPRH.15 comisión más impuestos, garantía $ 500.000 exhibe miércoles y jueves de 9:00 a 16:00 hrs. Consultas remates salinas@gmail.com. www.rematesmaipu.cl. 11-15.: [839, 311, 1035, 512]
- classified-ad: [631, 165, 827, 394]
